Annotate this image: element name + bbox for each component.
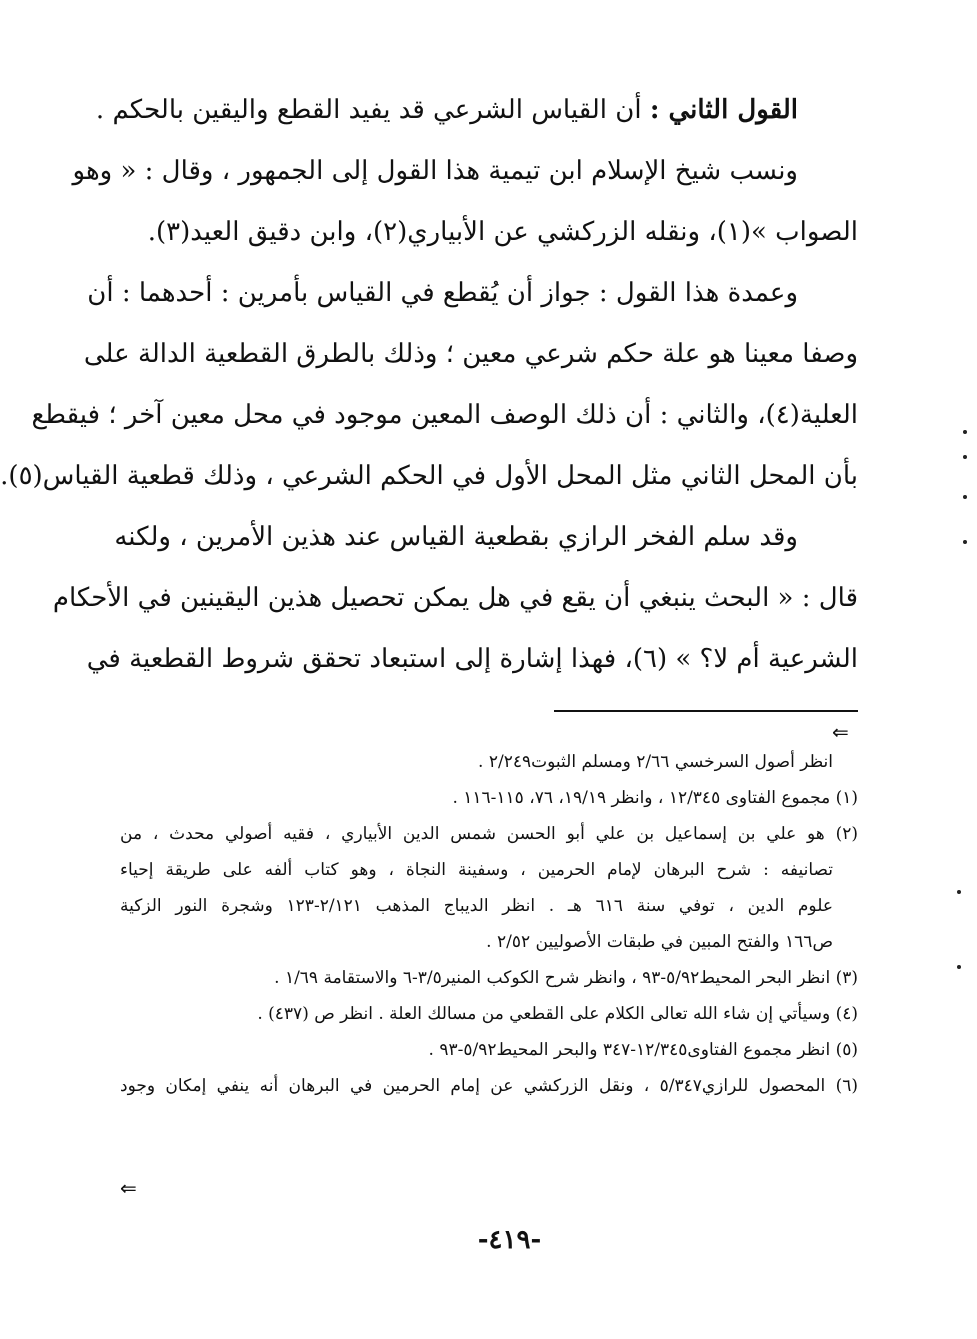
- footnote-line: علوم الدين ، توفي سنة ٦١٦ هـ . انظر الديباج المذهب ٢/١٢١-١٢٣ وشجرة النور الزكية: [120, 896, 833, 916]
- footnote-line: تصانيفه : شرح البرهان لإمام الحرمين ، وسفينة النجاة ، وهو كتاب ألفه على طريقة إحياء: [120, 860, 833, 880]
- footnote-line: (٦) المحصول للرازي٥/٣٤٧ ، ونقل الزركشي عن إمام الحرمين في البرهان أنه ينفي إمكان وجود: [120, 1076, 858, 1096]
- body-line-text: وصفا معينا هو علة حكم شرعي معين ؛ وذلك بالطرق القطعية الدالة على: [83, 339, 858, 369]
- body-line: [95, 80, 858, 141]
- footnote-line: (٢) هو علي بن إسماعيل بن علي أبو الحسن شمس الدين الأبياري ، فقيه أصولي محدث ، من: [120, 824, 858, 844]
- scan-speck: [957, 890, 961, 894]
- section-lead: القول الثاني :: [649, 95, 798, 125]
- body-line-text: الشرعية أم لا؟ » (٦)، فهذا إشارة إلى استبعاد تحقق شروط القطعية في: [86, 644, 858, 674]
- scan-speck: [963, 455, 967, 459]
- body-line-text: وعمدة هذا القول : جواز أن يُقطع في القياس بأمرين : أحدهما : أن: [87, 278, 798, 308]
- body-line-text: قال : « البحث ينبغي أن يقع في هل يمكن تحصيل هذين اليقينين في الأحكام: [52, 583, 858, 613]
- scan-speck: [957, 965, 961, 969]
- body-line: [86, 629, 858, 690]
- footnote-separator: [554, 710, 858, 712]
- footnotes: [120, 744, 858, 1104]
- footnote-line: (٥) انظر مجموع الفتاوى١٢/٣٤٥-٣٤٧ والبحر المحيط٥/٩٢-٩٣ .: [428, 1040, 858, 1060]
- body-line: [72, 141, 858, 202]
- footnote-line: (١) مجموع الفتاوى ١٢/٣٤٥ ، وانظر ١٩/١٩، ٧٦، ١١٥-١١٦ .: [452, 788, 858, 808]
- body-line: [120, 202, 858, 263]
- continuation-arrow-bottom: ⇐: [120, 1176, 137, 1200]
- continuation-arrow-top: ⇐: [832, 720, 849, 744]
- body-line: [83, 324, 858, 385]
- footnote-line: انظر أصول السرخسي ٢/٦٦ ومسلم الثبوت٢/٢٤٩ .: [478, 752, 833, 772]
- body-line-text: بأن المحل الثاني مثل المحل الأول في الحكم الشرعي ، وذلك قطعية القياس(٥).: [0, 461, 858, 491]
- body-line: [114, 507, 858, 568]
- footnote-line: (٤) وسيأتي إن شاء الله تعالى الكلام على القطعي من مسالك العلة . انظر ص (٤٣٧) .: [257, 1004, 858, 1024]
- page-number: -٤١٩-: [477, 1225, 542, 1255]
- scan-speck: [963, 540, 967, 544]
- body-line: [0, 446, 858, 507]
- body-line-text: أن القياس الشرعي قد يفيد القطع واليقين بالحكم .: [95, 95, 650, 125]
- body-line-text: وقد سلم الفخر الرازي بقطعية القياس عند هذين الأمرين ، ولكنه: [114, 522, 798, 552]
- footnote-line: ص١٦٦ والفتح المبين في طبقات الأصوليين ٢/٥٢ .: [486, 932, 833, 952]
- body-line-text: ونسب شيخ الإسلام ابن تيمية هذا القول إلى الجمهور ، وقال : « وهو: [72, 156, 798, 186]
- body-line: [52, 568, 858, 629]
- footnote-line: (٣) انظر البحر المحيط٥/٩٢-٩٣ ، وانظر شرح الكوكب المنير٣/٥-٦ والاستقامة ١/٦٩ .: [274, 968, 858, 988]
- body-line-text: الصواب »(١)، ونقله الزركشي عن الأبياري(٢)، وابن دقيق العيد(٣).: [147, 217, 858, 247]
- scan-speck: [963, 430, 967, 434]
- scan-speck: [963, 495, 967, 499]
- body-line-text: العلية(٤)، والثاني : أن ذلك الوصف المعين موجود في محل معين آخر ؛ فيقطع: [31, 400, 858, 430]
- main-text: [0, 80, 858, 690]
- body-line: [87, 263, 858, 324]
- body-line: [31, 385, 858, 446]
